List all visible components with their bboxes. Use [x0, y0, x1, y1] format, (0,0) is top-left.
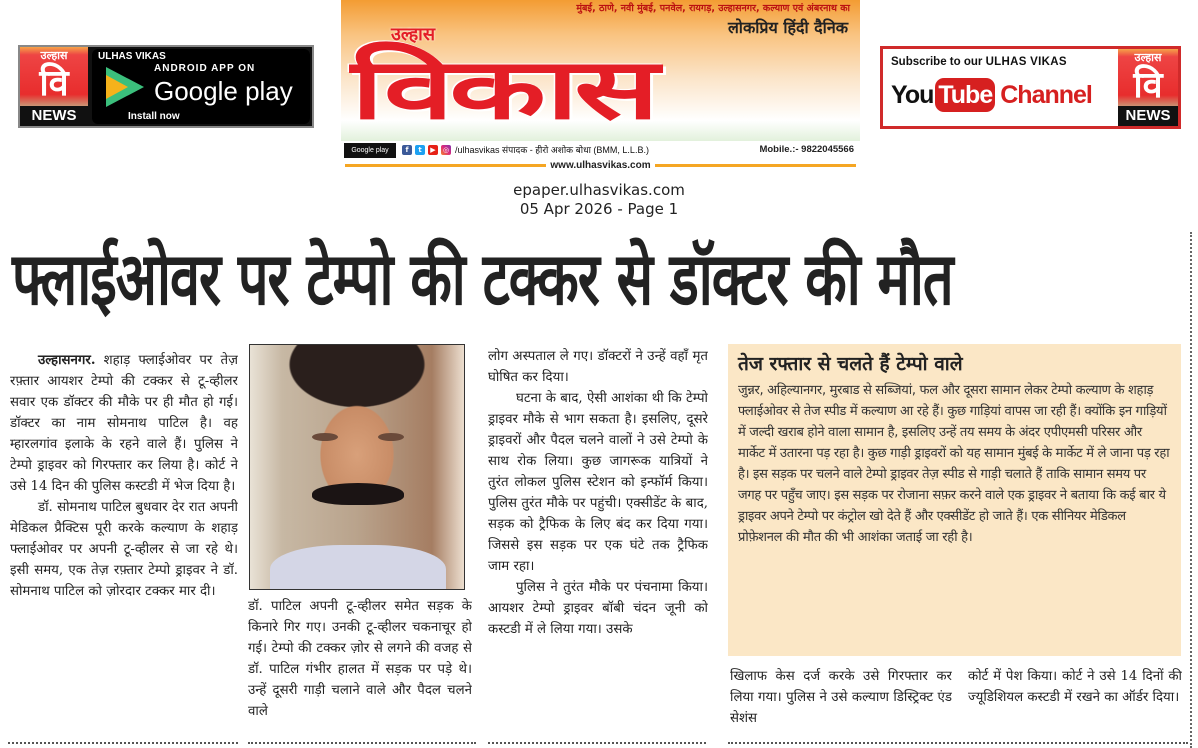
- website-strip: [341, 159, 860, 172]
- mobile-number: Mobile.:- 9822045566: [759, 144, 854, 155]
- store-name: Google play: [154, 76, 293, 106]
- article-column-1: [10, 350, 238, 740]
- article-paragraph: खिलाफ केस दर्ज करके उसे गिरफ्तार कर लिया गया। पुलिस ने उसे कल्याण डिस्ट्रिक्ट एंड सेशंस: [730, 669, 952, 726]
- column-divider-right: [1190, 232, 1192, 748]
- masthead-info-bar: [341, 141, 860, 159]
- article-paragraph: घटना के बाद, ऐसी आशंका थी कि टेम्पो ड्राइवर मौके से भाग सकता है। इसलिए, दूसरे ड्राइवरों और पैदल चलने वालों ने उसे टेम्पो के साथ रोक लिया। कुछ जागरूक यात्रियों ने तुरंत लोकल पुलिस स्टेशन को इन्फॉर्म किया। पुलिस तुरंत मौके पर पहुंची। एक्सीडेंट के बाद, सड़क को ट्रैफिक के लिए बंद कर दिया गया। जिससे इस सड़क पर एक घंटे तक ट्रैफिक जाम रहा।: [488, 391, 708, 574]
- doctor-portrait-photo: [249, 344, 465, 590]
- logo-news-text: NEWS: [1118, 106, 1178, 126]
- column-divider-bottom: [488, 742, 706, 744]
- masthead-title-prefix: उल्हास: [391, 24, 436, 45]
- column-divider-bottom: [728, 742, 1188, 744]
- article-paragraph: लोग अस्पताल ले गए। डॉक्टरों ने उन्हें वहाँ मृत घोषित कर दिया।: [488, 349, 708, 385]
- google-play-ad-banner[interactable]: [18, 45, 314, 128]
- article-headline: फ्लाईओवर पर टेम्पो की टक्कर से डॉक्टर की मौत: [12, 236, 953, 322]
- subscribe-line: [891, 55, 1067, 69]
- dateline: उल्हासनगर.: [38, 353, 96, 368]
- logo-news-text: NEWS: [20, 106, 88, 126]
- youtube-ad-text: [883, 49, 1116, 126]
- masthead-tagline: लोकप्रिय हिंदी दैनिक: [727, 18, 848, 37]
- article-paragraph: कोर्ट में पेश किया। कोर्ट ने उसे 14 दिनों की ज्यूडिशियल कस्टडी में रखने का ऑर्डर दिया।: [968, 669, 1182, 705]
- google-play-badge[interactable]: [92, 49, 310, 124]
- subscribe-text: Subscribe to our: [891, 56, 983, 68]
- photo-detail: [270, 545, 446, 590]
- article-paragraph: डॉ. पाटिल अपनी टू-व्हीलर समेत सड़क के किनारे गिर गए। उनकी टू-व्हीलर चकनाचूर हो गई। टेम्पो की टक्कर ज़ोर से लगने की वजह से डॉ. पाटिल गंभीर हालत में सड़क पर पड़े थे। उन्हें दूसरी गाड़ी चलाने वाले और पैदल चलने वाले: [248, 599, 472, 719]
- youtube-channel-word: Channel: [1000, 81, 1092, 109]
- sidebar-story-box: [728, 344, 1181, 656]
- sidebar-body: जुन्नर, अहिल्यानगर, मुरबाड से सब्जियां, फल और दूसरा सामान लेकर टेम्पो कल्याण के शहाड़ फ्लाईओवर से तेज स्पीड में कल्याण आ रहे हैं। कुछ गाड़ियां वापस जा रही हैं। क्योंकि इन गाड़ियों में जल्दी खराब होने वाला सामान है, इसलिए उन्हें तय समय के अंदर एपीएमसी परिसर और मार्केट में उतारना पड़ रहा है। कुछ गाड़ी ड्राइवरों को यह सामान मुंबई के मार्केट में ले जाना पड़ रहा है। इस सड़क पर चलने वाले टेम्पो ड्राइवर तेज़ स्पीड से गाड़ी चलाते हैं ताकि सामान समय पर जगह पर पहुँच जाए। इस सड़क पर रोजाना सफ़र करने वाले एक ड्राइवर ने बताया कि कई बार ये ड्राइवर अपने टेम्पो पर कंट्रोल खो देते हैं और एक्सीडेंट हो जाते हैं। एक सीनियर मेडिकल प्रोफ़ेशनल की मौत की भी आशंका जताई जा रही है।: [738, 383, 1170, 545]
- google-play-icon-accent: [106, 75, 128, 99]
- ulhas-vikas-news-logo-right: [1116, 49, 1178, 126]
- youtube-tube-logo: Tube: [935, 78, 995, 112]
- photo-detail: [312, 433, 338, 441]
- youtube-icon[interactable]: ▶: [428, 145, 438, 155]
- photo-detail: [312, 483, 404, 505]
- logo-letter: वि: [1133, 65, 1163, 106]
- paragraph-text: शहाड़ फ्लाईओवर पर तेज़ रफ़्तार आयशर टेम्पो की टक्कर से टू-व्हीलर सवार एक डॉक्टर की मौके पर ही मौत हो गई। डॉक्टर का नाम सोमनाथ पाटिल है। वह म्हारलगांव इलाके के रहने वाले हैं। पुलिस ने टेम्पो ड्राइवर को गिरफ्तार कर लिया है। कोर्ट ने उसे 14 दिन की पुलिस कस्टडी में भेज दिया है।: [10, 353, 238, 494]
- logo-letter: वि: [39, 63, 69, 104]
- youtube-channel-line: [891, 77, 1092, 113]
- instagram-icon[interactable]: ◎: [442, 146, 450, 154]
- masthead-title: विकास: [351, 40, 655, 138]
- masthead-cities: मुंबई, ठाणे, नवी मुंबई, पनवेल, रायगड़, उल्हासनगर, कल्याण एवं अंबरनाथ का: [576, 3, 850, 14]
- newspaper-masthead: [341, 0, 860, 172]
- article-column-3: [488, 346, 708, 740]
- column-divider-bottom: [248, 742, 476, 744]
- install-now-label: Install now: [128, 111, 180, 122]
- subscribe-brand: ULHAS VIKAS: [985, 56, 1067, 68]
- article-paragraph: डॉ. सोमनाथ पाटिल बुधवार देर रात अपनी मेडिकल प्रैक्टिस पूरी करके कल्याण के शहाड़ फ्लाईओवर पर अपनी टू-व्हीलर से जा रहे थे। इसी समय, एक तेज़ रफ़्तार टेम्पो ड्राइवर ने डॉ. सोमनाथ पाटिल को ज़ोरदार टक्कर मार दी।: [10, 500, 238, 599]
- epaper-site[interactable]: epaper.ulhasvikas.com: [513, 181, 685, 199]
- website-link[interactable]: www.ulhasvikas.com: [550, 159, 651, 171]
- edition-date-page: 05 Apr 2026 - Page 1: [519, 200, 679, 218]
- article-column-4: [730, 666, 952, 738]
- logo-small-text: उल्हास: [1134, 51, 1162, 64]
- article-paragraph: पुलिस ने तुरंत मौके पर पंचनामा किया। आयशर टेम्पो ड्राइवर बॉबी चंदन जूनी को कस्टडी में ले लिया गया। उसके: [488, 580, 708, 637]
- article-column-5: [968, 666, 1182, 738]
- photo-detail: [378, 433, 404, 441]
- youtube-you: You: [891, 81, 934, 109]
- twitter-icon[interactable]: t: [415, 145, 425, 155]
- article-column-2: [248, 596, 472, 740]
- facebook-icon[interactable]: f: [402, 145, 412, 155]
- android-app-label: ANDROID APP ON: [154, 63, 256, 74]
- sidebar-title: तेज रफ्तार से चलते हैं टेम्पो वाले: [738, 353, 963, 375]
- logo-small-text: उल्हास: [40, 49, 68, 62]
- social-handle-editor: /ulhasvikas संपादक - हीरो अशोक बोधा (BMM, L.L.B.): [455, 145, 649, 155]
- article-paragraph: [10, 350, 238, 497]
- ulhas-vikas-news-logo: [20, 47, 90, 126]
- column-divider-bottom: [8, 742, 238, 744]
- youtube-channel-ad-banner[interactable]: [880, 46, 1181, 129]
- google-play-mini-badge[interactable]: Google play: [344, 143, 396, 158]
- app-brand-label: ULHAS VIKAS: [98, 51, 166, 62]
